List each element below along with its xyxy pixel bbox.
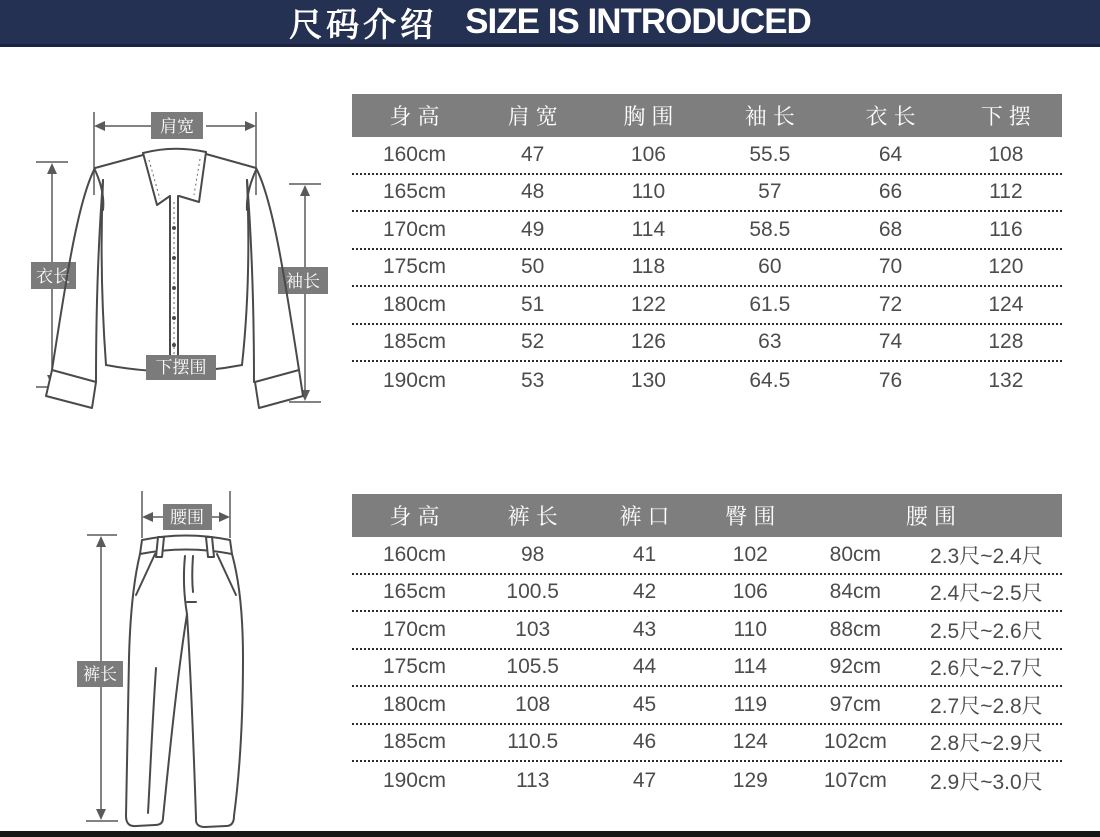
table-cell: 126 bbox=[630, 330, 666, 354]
table-cell: 66 bbox=[878, 180, 903, 204]
table-cell: 103 bbox=[515, 617, 551, 641]
hem-annotation bbox=[146, 355, 216, 380]
column-header: 身 高 bbox=[389, 504, 440, 529]
table-cell: 180cm bbox=[382, 292, 446, 316]
table-cell: 74 bbox=[878, 330, 903, 354]
table-cell: 107cm bbox=[823, 768, 887, 792]
column-header: 腰 围 bbox=[905, 504, 957, 529]
table-cell: 2.3尺~2.4尺 bbox=[930, 544, 1043, 568]
table-cell: 175cm bbox=[382, 255, 446, 279]
table-cell: 102 bbox=[732, 542, 768, 566]
table-cell: 44 bbox=[632, 655, 657, 679]
table-cell: 98 bbox=[521, 542, 545, 566]
table-cell: 130 bbox=[630, 368, 666, 392]
table-cell: 105.5 bbox=[506, 655, 559, 679]
pants-length-annotation bbox=[77, 535, 123, 821]
hem-label: 下摆围 bbox=[155, 358, 207, 377]
table-cell: 52 bbox=[521, 330, 545, 354]
table-cell: 180cm bbox=[382, 692, 446, 716]
shoulder-width-annotation bbox=[94, 112, 256, 195]
shoulder-width-label: 肩宽 bbox=[160, 117, 194, 136]
table-row bbox=[352, 212, 1062, 250]
table-cell: 110.5 bbox=[507, 730, 559, 754]
table-cell: 72 bbox=[878, 292, 903, 316]
banner-title-chinese: 尺码介绍 bbox=[289, 5, 438, 43]
table-cell: 58.5 bbox=[749, 217, 791, 241]
garment-length-label: 衣长 bbox=[36, 267, 70, 286]
table-cell: 190cm bbox=[382, 368, 446, 392]
table-cell: 80cm bbox=[829, 542, 882, 566]
column-header: 袖 长 bbox=[744, 104, 795, 129]
table-cell: 53 bbox=[521, 368, 545, 392]
table-cell: 108 bbox=[988, 142, 1024, 166]
pants-size-table bbox=[352, 494, 1062, 800]
table-cell: 46 bbox=[632, 730, 657, 754]
table-cell: 64 bbox=[878, 142, 903, 166]
table-row bbox=[352, 725, 1062, 763]
table-cell: 92cm bbox=[829, 655, 882, 679]
table-header-row bbox=[352, 94, 1062, 137]
table-cell: 100.5 bbox=[506, 580, 559, 604]
table-row bbox=[352, 575, 1062, 613]
pants-drawing bbox=[126, 536, 243, 828]
table-row bbox=[352, 687, 1062, 725]
table-cell: 185cm bbox=[382, 730, 446, 754]
table-cell: 106 bbox=[630, 142, 666, 166]
table-cell: 112 bbox=[989, 180, 1023, 204]
table-row bbox=[352, 650, 1062, 688]
table-cell: 185cm bbox=[382, 330, 446, 354]
table-cell: 41 bbox=[632, 542, 657, 566]
table-cell: 2.5尺~2.6尺 bbox=[930, 619, 1043, 643]
table-cell: 76 bbox=[878, 368, 903, 392]
table-cell: 122 bbox=[630, 292, 666, 316]
table-cell: 63 bbox=[758, 330, 782, 354]
table-cell: 2.9尺~3.0尺 bbox=[930, 770, 1043, 794]
table-row bbox=[352, 175, 1062, 213]
shirt-measurement-diagram bbox=[10, 60, 345, 420]
table-cell: 160cm bbox=[382, 142, 446, 166]
column-header: 裤 口 bbox=[619, 504, 670, 529]
table-cell: 2.7尺~2.8尺 bbox=[930, 694, 1043, 718]
banner-title-english: SIZE IS INTRODUCED bbox=[465, 2, 811, 41]
table-cell: 97cm bbox=[829, 692, 882, 716]
pants-measurement-diagram bbox=[60, 478, 350, 836]
bottom-divider-strip bbox=[0, 831, 1100, 837]
table-cell: 2.6尺~2.7尺 bbox=[930, 657, 1043, 681]
shirt-size-table bbox=[352, 94, 1062, 400]
table-cell: 170cm bbox=[382, 617, 446, 641]
column-header: 裤 长 bbox=[507, 504, 558, 529]
table-cell: 120 bbox=[988, 255, 1024, 279]
sleeve-length-label: 袖长 bbox=[286, 272, 320, 291]
title-banner bbox=[0, 0, 1100, 47]
table-cell: 49 bbox=[521, 217, 545, 241]
column-header: 身 高 bbox=[389, 104, 440, 129]
table-cell: 43 bbox=[632, 617, 657, 641]
table-row bbox=[352, 762, 1062, 800]
table-cell: 110 bbox=[631, 180, 666, 204]
table-cell: 170cm bbox=[382, 217, 446, 241]
table-cell: 57 bbox=[758, 180, 782, 204]
waist-label: 腰围 bbox=[170, 508, 204, 527]
table-cell: 119 bbox=[733, 692, 768, 716]
table-cell: 124 bbox=[988, 292, 1024, 316]
pants-length-label: 裤长 bbox=[83, 665, 117, 684]
sleeve-length-annotation bbox=[278, 184, 328, 402]
table-cell: 124 bbox=[732, 730, 768, 754]
column-header: 胸 围 bbox=[623, 104, 674, 129]
table-row bbox=[352, 612, 1062, 650]
column-header: 下 摆 bbox=[980, 104, 1031, 129]
waist-annotation bbox=[142, 491, 230, 538]
table-cell: 160cm bbox=[382, 542, 446, 566]
column-header: 臀 围 bbox=[725, 504, 776, 529]
table-cell: 118 bbox=[631, 255, 666, 279]
table-cell: 165cm bbox=[382, 580, 446, 604]
table-cell: 106 bbox=[732, 580, 768, 604]
table-cell: 108 bbox=[515, 692, 551, 716]
table-cell: 42 bbox=[632, 580, 657, 604]
table-cell: 190cm bbox=[382, 768, 446, 792]
table-cell: 114 bbox=[631, 217, 666, 241]
table-cell: 55.5 bbox=[749, 142, 791, 166]
table-cell: 132 bbox=[988, 368, 1024, 392]
table-row bbox=[352, 325, 1062, 363]
table-cell: 114 bbox=[733, 655, 768, 679]
table-cell: 129 bbox=[732, 768, 768, 792]
table-cell: 88cm bbox=[829, 617, 882, 641]
table-cell: 45 bbox=[632, 692, 657, 716]
table-cell: 51 bbox=[521, 292, 545, 316]
garment-length-annotation bbox=[31, 162, 76, 387]
table-cell: 47 bbox=[632, 768, 657, 792]
table-cell: 84cm bbox=[829, 580, 882, 604]
table-cell: 128 bbox=[988, 330, 1024, 354]
table-cell: 60 bbox=[758, 255, 782, 279]
table-cell: 64.5 bbox=[749, 368, 791, 392]
table-row bbox=[352, 362, 1062, 400]
table-row bbox=[352, 137, 1062, 175]
table-row bbox=[352, 250, 1062, 288]
table-cell: 70 bbox=[878, 255, 903, 279]
table-cell: 175cm bbox=[382, 655, 446, 679]
table-cell: 68 bbox=[878, 217, 903, 241]
table-cell: 2.4尺~2.5尺 bbox=[930, 582, 1043, 606]
table-row bbox=[352, 537, 1062, 575]
table-cell: 50 bbox=[521, 255, 545, 279]
table-cell: 61.5 bbox=[749, 292, 791, 316]
table-cell: 2.8尺~2.9尺 bbox=[930, 732, 1043, 756]
table-cell: 47 bbox=[521, 142, 545, 166]
table-cell: 102cm bbox=[823, 730, 887, 754]
table-cell: 116 bbox=[989, 217, 1023, 241]
column-header: 肩 宽 bbox=[507, 104, 558, 129]
table-cell: 48 bbox=[521, 180, 545, 204]
table-row bbox=[352, 287, 1062, 325]
table-cell: 110 bbox=[733, 617, 768, 641]
table-header-row bbox=[352, 494, 1062, 537]
column-header: 衣 长 bbox=[865, 104, 916, 129]
table-cell: 165cm bbox=[382, 180, 446, 204]
table-cell: 113 bbox=[515, 768, 550, 792]
